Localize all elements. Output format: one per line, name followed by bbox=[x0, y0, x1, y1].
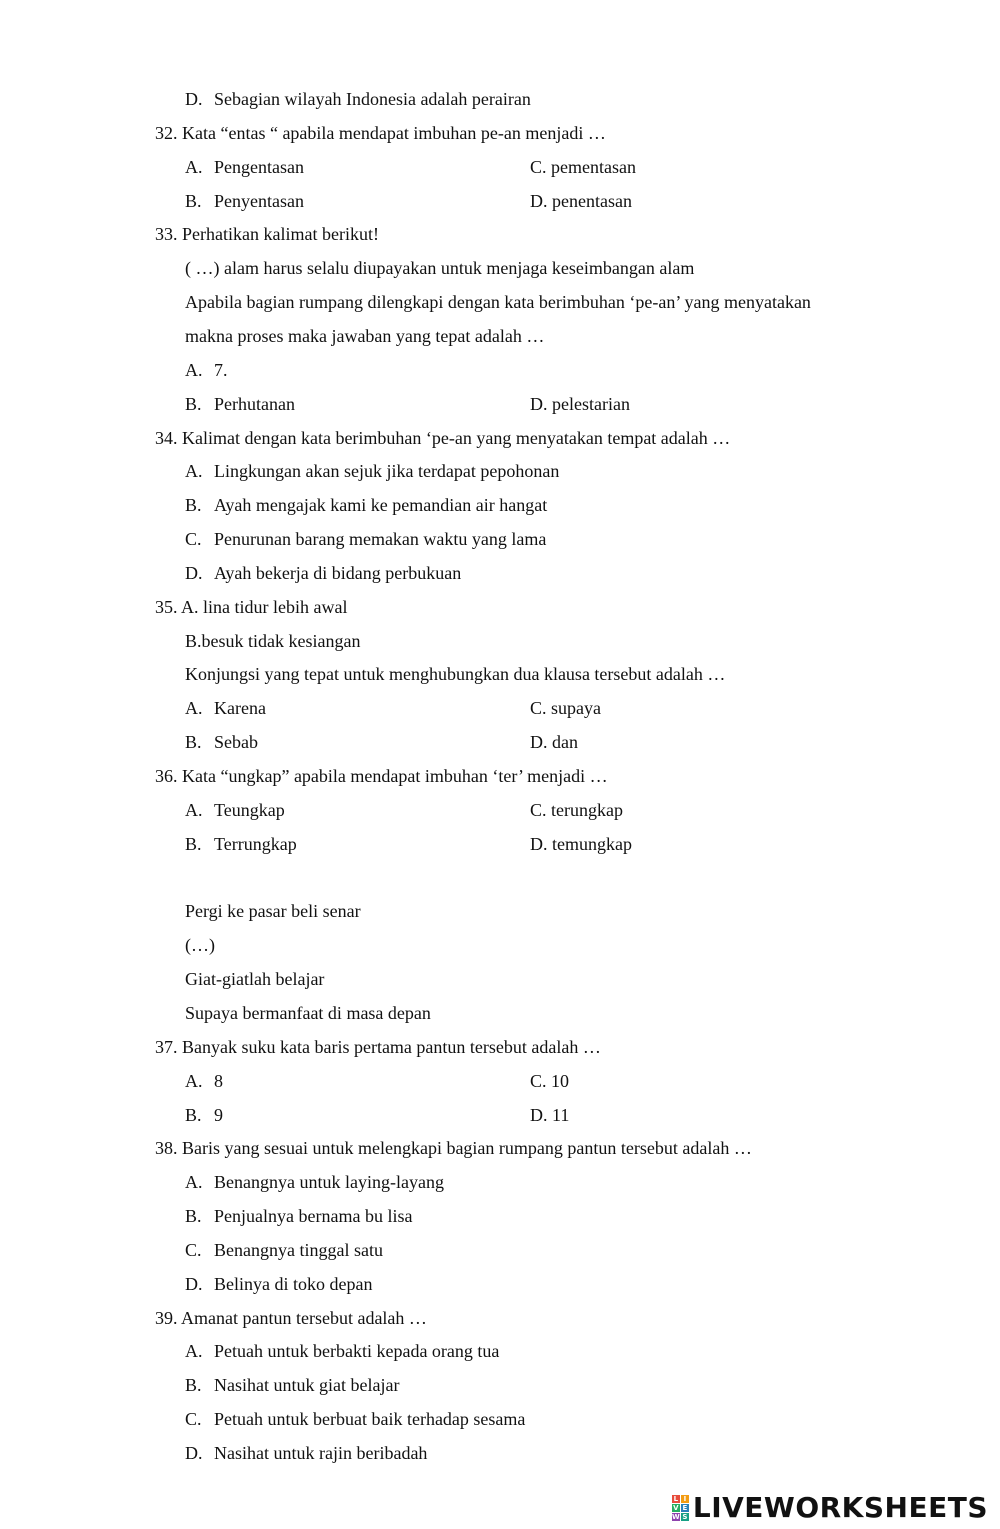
option-letter: A. bbox=[185, 698, 203, 719]
option-text: Sebagian wilayah Indonesia adalah perairan bbox=[214, 89, 531, 109]
option-text: 8 bbox=[214, 1070, 223, 1091]
option-text: Nasihat untuk giat belajar bbox=[214, 1375, 400, 1396]
option-text: 9 bbox=[214, 1104, 223, 1125]
answer-option-q35ac[interactable] bbox=[185, 697, 266, 719]
option-text: Pengentasan bbox=[214, 156, 304, 177]
question-q34: 34. Kalimat dengan kata berimbuhan ‘pe-an yang menyatakan tempat adalah … bbox=[155, 427, 731, 448]
text-line-q35b: B.besuk tidak kesiangan bbox=[185, 630, 361, 651]
answer-option-q32ac[interactable] bbox=[185, 156, 304, 178]
answer-option-q38c[interactable] bbox=[185, 1239, 383, 1261]
answer-option-q37bd[interactable] bbox=[185, 1104, 223, 1126]
option-letter: C. bbox=[185, 1409, 202, 1430]
brand-logo-tile: E bbox=[682, 1504, 688, 1512]
text-line-q33p2: makna proses maka jawaban yang tepat adalah … bbox=[185, 325, 545, 346]
brand-logo-tile: I bbox=[681, 1495, 689, 1503]
option-text: 7. bbox=[214, 359, 228, 380]
option-letter: B. bbox=[185, 833, 202, 854]
answer-option-right-q37bd[interactable]: D. 11 bbox=[530, 1104, 570, 1125]
option-text: Penjualnya bernama bu lisa bbox=[214, 1206, 413, 1227]
option-text: Teungkap bbox=[214, 799, 285, 820]
question-q35: 35. A. lina tidur lebih awal bbox=[155, 596, 348, 617]
answer-option-right-q37ac[interactable]: C. 10 bbox=[530, 1070, 570, 1091]
option-text: Benangnya tinggal satu bbox=[214, 1239, 383, 1260]
option-letter: B. bbox=[185, 1104, 202, 1125]
option-letter: D. bbox=[185, 89, 203, 109]
option-letter: C. bbox=[185, 1239, 202, 1260]
option-letter: A. bbox=[185, 156, 203, 177]
option-text: Ayah bekerja di bidang perbukuan bbox=[214, 562, 462, 583]
answer-option-right-q32bd[interactable]: D. penentasan bbox=[530, 190, 632, 211]
answer-option-right-q35ac[interactable]: C. supaya bbox=[530, 698, 601, 719]
text-line-p2: (…) bbox=[185, 935, 215, 956]
brand-logo-icon bbox=[672, 1495, 689, 1521]
question-q37: 37. Banyak suku kata baris pertama pantun tersebut adalah … bbox=[155, 1036, 601, 1057]
text-line-p1: Pergi ke pasar beli senar bbox=[185, 901, 361, 922]
option-text: Lingkungan akan sejuk jika terdapat pepohonan bbox=[214, 461, 560, 482]
answer-option-q33bd[interactable] bbox=[185, 393, 295, 415]
option-letter: B. bbox=[185, 495, 202, 516]
option-letter: B. bbox=[185, 732, 202, 753]
option-letter: D. bbox=[185, 1273, 203, 1294]
answer-option-q38a[interactable] bbox=[185, 1171, 444, 1193]
answer-option-q33a[interactable] bbox=[185, 359, 228, 381]
option-letter: D. bbox=[185, 562, 203, 583]
answer-option-right-q33bd[interactable]: D. pelestarian bbox=[530, 393, 630, 414]
option-text: Sebab bbox=[214, 732, 258, 753]
text-line-q33s: ( …) alam harus selalu diupayakan untuk menjaga keseimbangan alam bbox=[185, 258, 695, 279]
option-text: Nasihat untuk rajin beribadah bbox=[214, 1443, 428, 1463]
answer-option-q39d[interactable] bbox=[185, 1442, 427, 1464]
answer-option-q32bd[interactable] bbox=[185, 190, 304, 212]
answer-option-q36ac[interactable] bbox=[185, 799, 285, 821]
option-letter: B. bbox=[185, 190, 202, 211]
answer-option-q39a[interactable] bbox=[185, 1340, 499, 1362]
answer-option-right-q36bd[interactable]: D. temungkap bbox=[530, 833, 632, 854]
option-letter: A. bbox=[185, 1341, 203, 1362]
brand-name: LIVEWORKSHEETS bbox=[692, 1491, 988, 1524]
option-text: Perhutanan bbox=[214, 393, 295, 414]
liveworksheets-brand[interactable] bbox=[672, 1493, 988, 1523]
option-letter: B. bbox=[185, 1206, 202, 1227]
option-text: Terrungkap bbox=[214, 833, 297, 854]
answer-option-q37ac[interactable] bbox=[185, 1070, 223, 1092]
option-letter: B. bbox=[185, 393, 202, 414]
answer-option-right-q35bd[interactable]: D. dan bbox=[530, 732, 578, 753]
answer-option-q34c[interactable] bbox=[185, 528, 546, 550]
answer-option-q39b[interactable] bbox=[185, 1374, 399, 1396]
option-letter: D. bbox=[185, 1443, 203, 1463]
option-text: Petuah untuk berbakti kepada orang tua bbox=[214, 1341, 500, 1362]
question-q32: 32. Kata “entas “ apabila mendapat imbuhan pe-an menjadi … bbox=[155, 122, 606, 143]
option-text: Penurunan barang memakan waktu yang lama bbox=[214, 529, 547, 550]
question-q33: 33. Perhatikan kalimat berikut! bbox=[155, 224, 379, 245]
option-text: Karena bbox=[214, 698, 266, 719]
option-letter: A. bbox=[185, 1172, 203, 1193]
answer-option-q38b[interactable] bbox=[185, 1205, 412, 1227]
text-line-q35p: Konjungsi yang tepat untuk menghubungkan dua klausa tersebut adalah … bbox=[185, 664, 726, 685]
option-letter: A. bbox=[185, 461, 203, 482]
option-letter: A. bbox=[185, 799, 203, 820]
question-q38: 38. Baris yang sesuai untuk melengkapi bagian rumpang pantun tersebut adalah … bbox=[155, 1138, 752, 1159]
option-text: Benangnya untuk laying-layang bbox=[214, 1172, 444, 1193]
option-letter: C. bbox=[185, 529, 202, 550]
text-line-q33p1: Apabila bagian rumpang dilengkapi dengan kata berimbuhan ‘pe-an’ yang menyatakan bbox=[185, 292, 811, 313]
answer-option-q38d[interactable] bbox=[185, 1273, 372, 1295]
brand-logo-tile: S bbox=[682, 1513, 688, 1521]
answer-option-q35bd[interactable] bbox=[185, 731, 258, 753]
answer-option-q34d[interactable] bbox=[185, 562, 461, 584]
option-text: Petuah untuk berbuat baik terhadap sesama bbox=[214, 1409, 526, 1430]
option-letter: A. bbox=[185, 359, 203, 380]
brand-logo-tile: V bbox=[673, 1504, 679, 1512]
answer-option-right-q32ac[interactable]: C. pementasan bbox=[530, 156, 636, 177]
answer-option-q34b[interactable] bbox=[185, 494, 547, 516]
brand-logo-tile: L bbox=[673, 1495, 679, 1503]
option-text: Ayah mengajak kami ke pemandian air hangat bbox=[214, 495, 548, 516]
question-q36: 36. Kata “ungkap” apabila mendapat imbuhan ‘ter’ menjadi … bbox=[155, 766, 608, 786]
answer-option-q36bd[interactable] bbox=[185, 833, 297, 855]
answer-option-right-q36ac[interactable]: C. terungkap bbox=[530, 799, 623, 820]
option-text: Penyentasan bbox=[214, 190, 304, 211]
answer-option-q39c[interactable] bbox=[185, 1408, 525, 1430]
brand-logo-tile: W bbox=[672, 1513, 680, 1521]
answer-option-q31d[interactable] bbox=[185, 88, 531, 110]
text-line-p4: Supaya bermanfaat di masa depan bbox=[185, 1002, 431, 1023]
option-letter: A. bbox=[185, 1070, 203, 1091]
text-line-p3: Giat-giatlah belajar bbox=[185, 969, 325, 990]
question-q39: 39. Amanat pantun tersebut adalah … bbox=[155, 1307, 427, 1328]
option-text: Belinya di toko depan bbox=[214, 1273, 373, 1294]
answer-option-q34a[interactable] bbox=[185, 460, 559, 482]
option-letter: B. bbox=[185, 1375, 202, 1396]
